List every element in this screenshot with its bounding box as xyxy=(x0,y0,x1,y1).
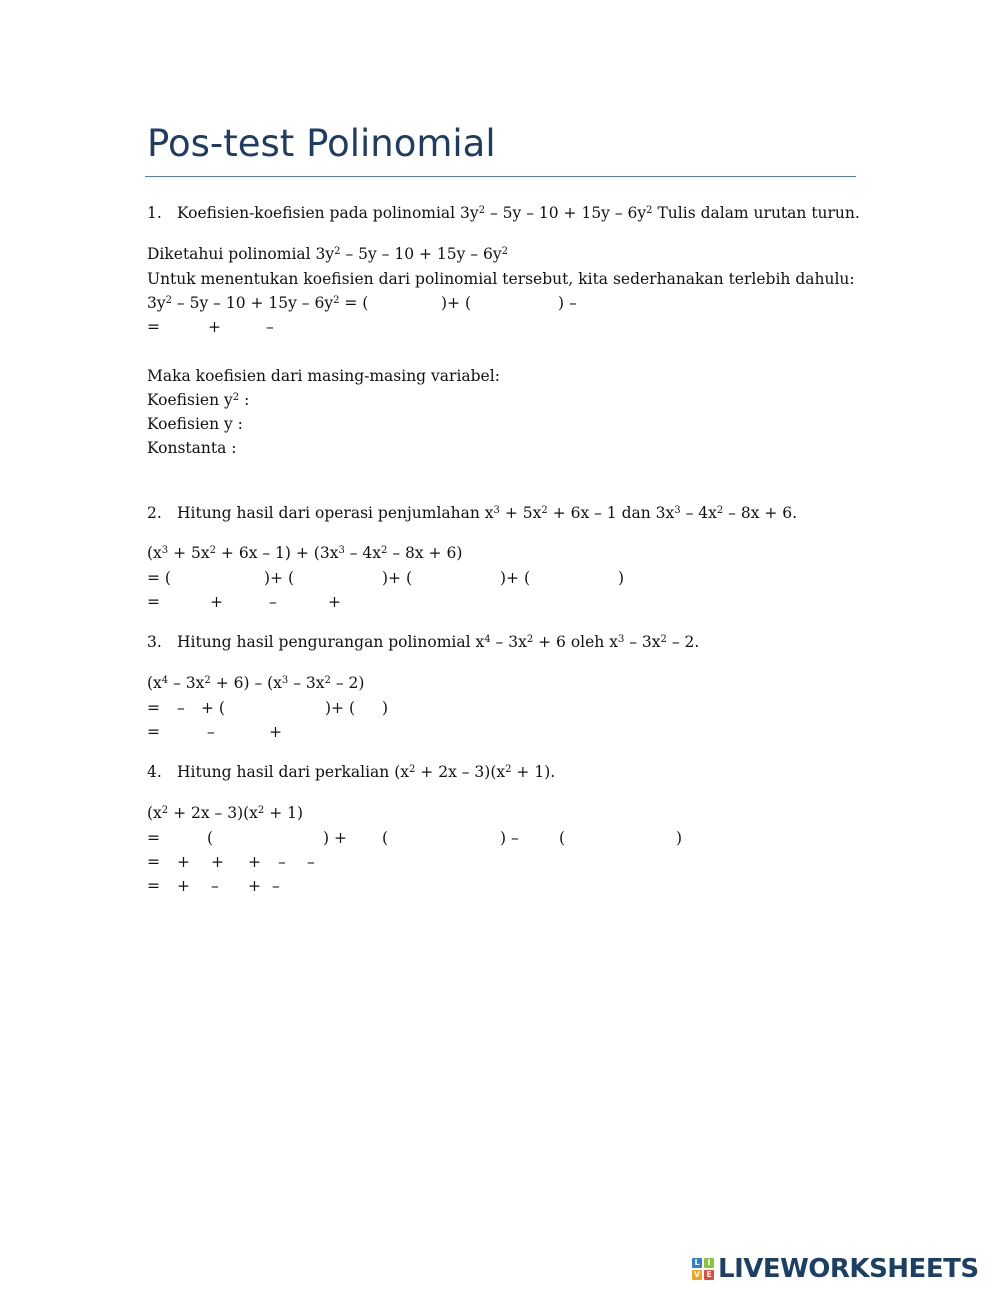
question-number: 1. xyxy=(147,204,162,222)
logo-mark: L I V E xyxy=(692,1258,714,1280)
q1-coef-y: Koefisien y : xyxy=(147,415,243,433)
question-number: 2. xyxy=(147,504,162,522)
question-4: 4. Hitung hasil dari perkalian $(x^2 + 2x - 3)(x^2 + 1)$. xyxy=(147,763,556,781)
q4-expression: $(x^2 + 2x - 3)(x^2 + 1)$ xyxy=(147,804,304,822)
question-1: 1. Koefisien-koefisien pada polinomial $3y^2 - 5y - 10 + 15y - 6y^2$ Tulis dalam urutan turun. xyxy=(147,204,860,222)
question-2: 2. Hitung hasil dari operasi penjumlahan $x^3 + 5x^2 + 6x - 1$ dan $3x^3 - 4x^2 - 8x + 6$. xyxy=(147,504,798,522)
q1-equation: $3y^2 - 5y - 10 + 15y - 6y^2$ = ( )+ ( ) – xyxy=(147,294,577,312)
q1-given: Diketahui polinomial $3y^2 - 5y - 10 + 15y - 6y^2$ xyxy=(147,245,508,263)
q1-coef-y2: Koefisien $y^2$ : xyxy=(147,391,250,409)
question-3: 3. Hitung hasil pengurangan polinomial $x^4 - 3x^2 + 6$ oleh $x^3 - 3x^2 - 2$. xyxy=(147,633,700,651)
logo-text: LIVEWORKSHEETS xyxy=(718,1254,979,1284)
question-number: 4. xyxy=(147,763,162,781)
page-title: Pos-test Polinomial xyxy=(147,122,496,165)
q2-expression: $(x^3 + 5x^2 + 6x - 1) + (3x^3 - 4x^2 - 8x + 6)$ xyxy=(147,544,463,562)
q1-constant: Konstanta : xyxy=(147,439,237,457)
q1-intro: Untuk menentukan koefisien dari polinomial tersebut, kita sederhanakan terlebih dahulu: xyxy=(147,270,855,288)
q2-step: = ( )+ ( )+ ( )+ ( ) xyxy=(147,569,625,587)
q4-result-2: = + – + – xyxy=(147,877,280,895)
q3-expression: $(x^4 - 3x^2 + 6) - (x^3 - 3x^2 - 2)$ xyxy=(147,674,365,692)
q3-result: = – + xyxy=(147,723,282,741)
q1-then: Maka koefisien dari masing-masing variabel: xyxy=(147,367,500,385)
liveworksheets-logo xyxy=(692,1254,979,1284)
q4-result-1: = + + + – – xyxy=(147,853,315,871)
q2-result: = + – + xyxy=(147,593,341,611)
q4-step: = ( ) + ( ) – ( ) xyxy=(147,829,683,847)
question-number: 3. xyxy=(147,633,162,651)
q1-result: = + – xyxy=(147,318,274,336)
q3-step: = – + ( )+ ( ) xyxy=(147,699,389,717)
title-divider xyxy=(145,176,856,177)
